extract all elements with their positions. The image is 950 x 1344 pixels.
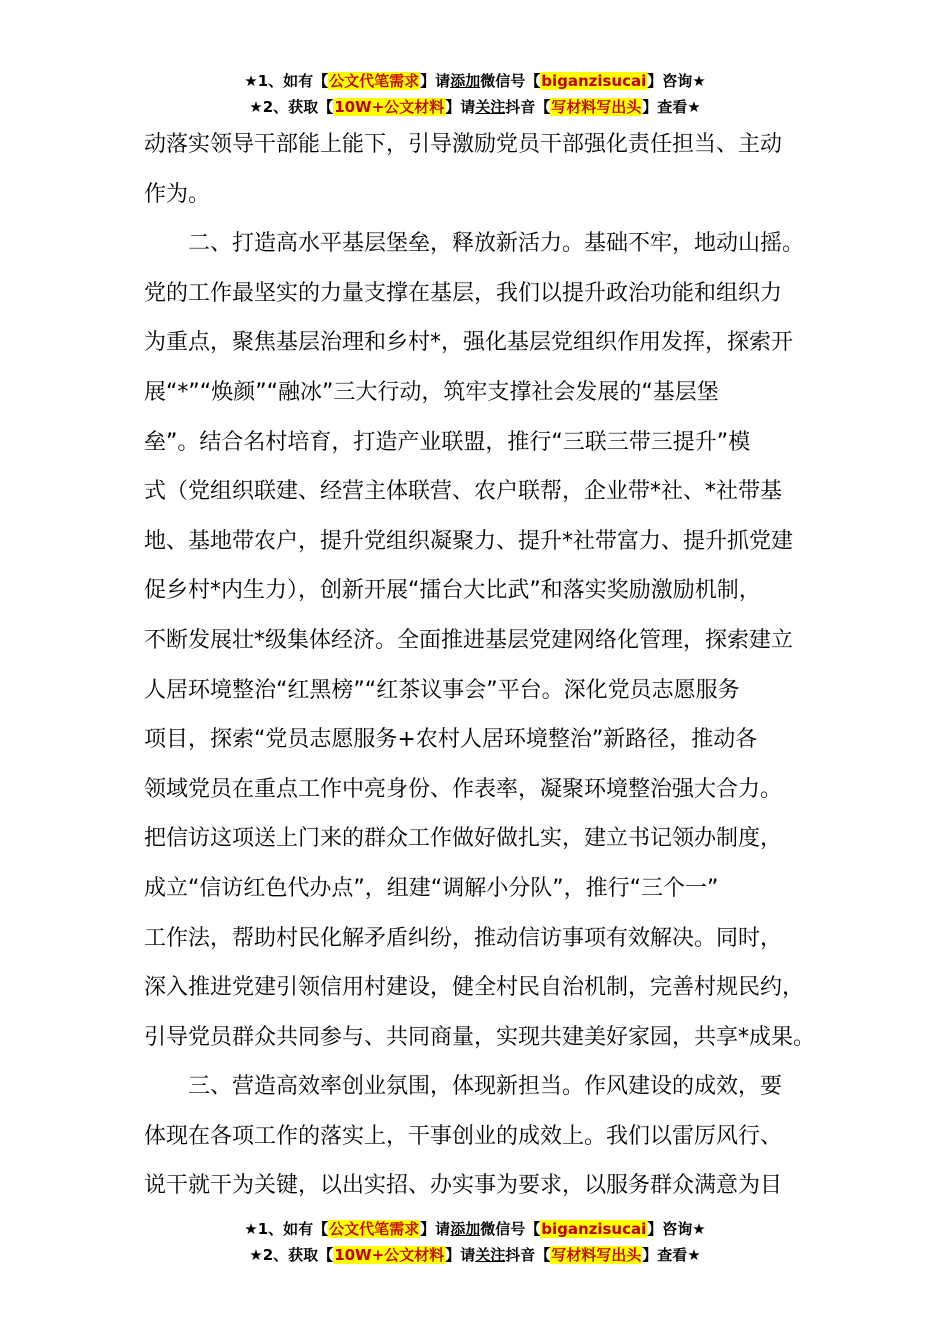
banner-highlight: 公文代笔需求 (329, 72, 420, 90)
banner-highlight: 写材料写出头 (551, 1246, 642, 1264)
banner-highlight: 公文代笔需求 (329, 1220, 420, 1238)
body-line: 深入推进党建引领信用村建设，健全村民自治机制，完善村规民约， (144, 975, 805, 1001)
banner-text: ★1、如有【 (244, 1220, 329, 1238)
banner-text: ★1、如有【 (244, 72, 329, 90)
banner-underlined-text: 添加 (450, 1220, 481, 1238)
body-line: 为重点，聚焦基层治理和乡村*，强化基层党组织作用发挥，探索开 (144, 330, 794, 356)
footer-banner-line-1 (0, 1216, 950, 1242)
body-line: 作为。 (144, 181, 211, 207)
banner-text: 微信号【 (480, 72, 541, 90)
body-line: 垒”。结合名村培育，打造产业联盟，推行“三联三带三提升”模 (144, 429, 751, 455)
body-line: 展“*”“焕颜”“融冰”三大行动，筑牢支撑社会发展的“基层堡 (144, 379, 719, 405)
banner-text: 】请 (420, 1220, 451, 1238)
body-line: 式（党组织联建、经营主体联营、农户联帮，企业带*社、*社带基 (144, 479, 783, 505)
body-line: 成立“信访红色代办点”，组建“调解小分队”，推行“三个一” (144, 875, 719, 901)
banner-highlight: 10W+公文材料 (334, 1246, 445, 1264)
body-line: 引导党员群众共同参与、共同商量，实现共建美好家园，共享*成果。 (144, 1024, 816, 1050)
header-banner (0, 68, 950, 120)
banner-text: 抖音【 (505, 98, 551, 116)
header-banner-line-1 (0, 68, 950, 94)
body-line: 党的工作最坚实的力量支撑在基层，我们以提升政治功能和组织力 (144, 280, 783, 306)
banner-underlined-text: 关注 (475, 98, 506, 116)
body-line: 体现在各项工作的落实上，干事创业的成效上。我们以雷厉风行、 (144, 1123, 783, 1149)
body-line: 项目，探索“党员志愿服务+农村人居环境整治”新路径，推动各 (144, 727, 758, 753)
banner-highlight: 写材料写出头 (551, 98, 642, 116)
banner-highlight: 10W+公文材料 (334, 98, 445, 116)
banner-text: 】查看★ (642, 98, 701, 116)
banner-highlight: biganzisucai (541, 1220, 647, 1238)
body-line: 二、打造高水平基层堡垒，释放新活力。基础不牢，地动山摇。 (144, 231, 805, 257)
body-line: 不断发展壮*级集体经济。全面推进基层党建网络化管理，探索建立 (144, 627, 794, 653)
banner-underlined-text: 关注 (475, 1246, 506, 1264)
body-line: 地、基地带农户，提升党组织凝聚力、提升*社带富力、提升抓党建 (144, 528, 794, 554)
banner-text: ★2、获取【 (249, 98, 334, 116)
body-line: 人居环境整治“红黑榜”“红茶议事会”平台。深化党员志愿服务 (144, 677, 740, 703)
banner-text: 】咨询★ (647, 72, 706, 90)
body-line: 把信访这项送上门来的群众工作做好做扎实，建立书记领办制度， (144, 826, 783, 852)
header-banner-line-2 (0, 94, 950, 120)
banner-text: ★2、获取【 (249, 1246, 334, 1264)
footer-banner-line-2 (0, 1242, 950, 1268)
body-line: 促乡村*内生力），创新开展“擂台大比武”和落实奖励激励机制， (144, 578, 761, 604)
banner-text: 】请 (445, 1246, 476, 1264)
banner-text: 】咨询★ (647, 1220, 706, 1238)
banner-underlined-text: 添加 (450, 72, 481, 90)
banner-highlight: biganzisucai (541, 72, 647, 90)
banner-text: 】请 (420, 72, 451, 90)
footer-banner (0, 1216, 950, 1268)
banner-text: 】请 (445, 98, 476, 116)
body-line: 动落实领导干部能上能下，引导激励党员干部强化责任担当、主动 (144, 132, 783, 157)
body-line: 工作法，帮助村民化解矛盾纠纷，推动信访事项有效解决。同时， (144, 925, 783, 951)
banner-text: 微信号【 (480, 1220, 541, 1238)
banner-text: 抖音【 (505, 1246, 551, 1264)
body-line: 领域党员在重点工作中亮身份、作表率，凝聚环境整治强大合力。 (144, 776, 783, 802)
body-line: 三、营造高效率创业氛围，体现新担当。作风建设的成效，要 (144, 1074, 783, 1100)
banner-text: 】查看★ (642, 1246, 701, 1264)
body-line: 说干就干为关键，以出实招、办实事为要求，以服务群众满意为目 (144, 1173, 783, 1199)
document-body (144, 120, 834, 1211)
